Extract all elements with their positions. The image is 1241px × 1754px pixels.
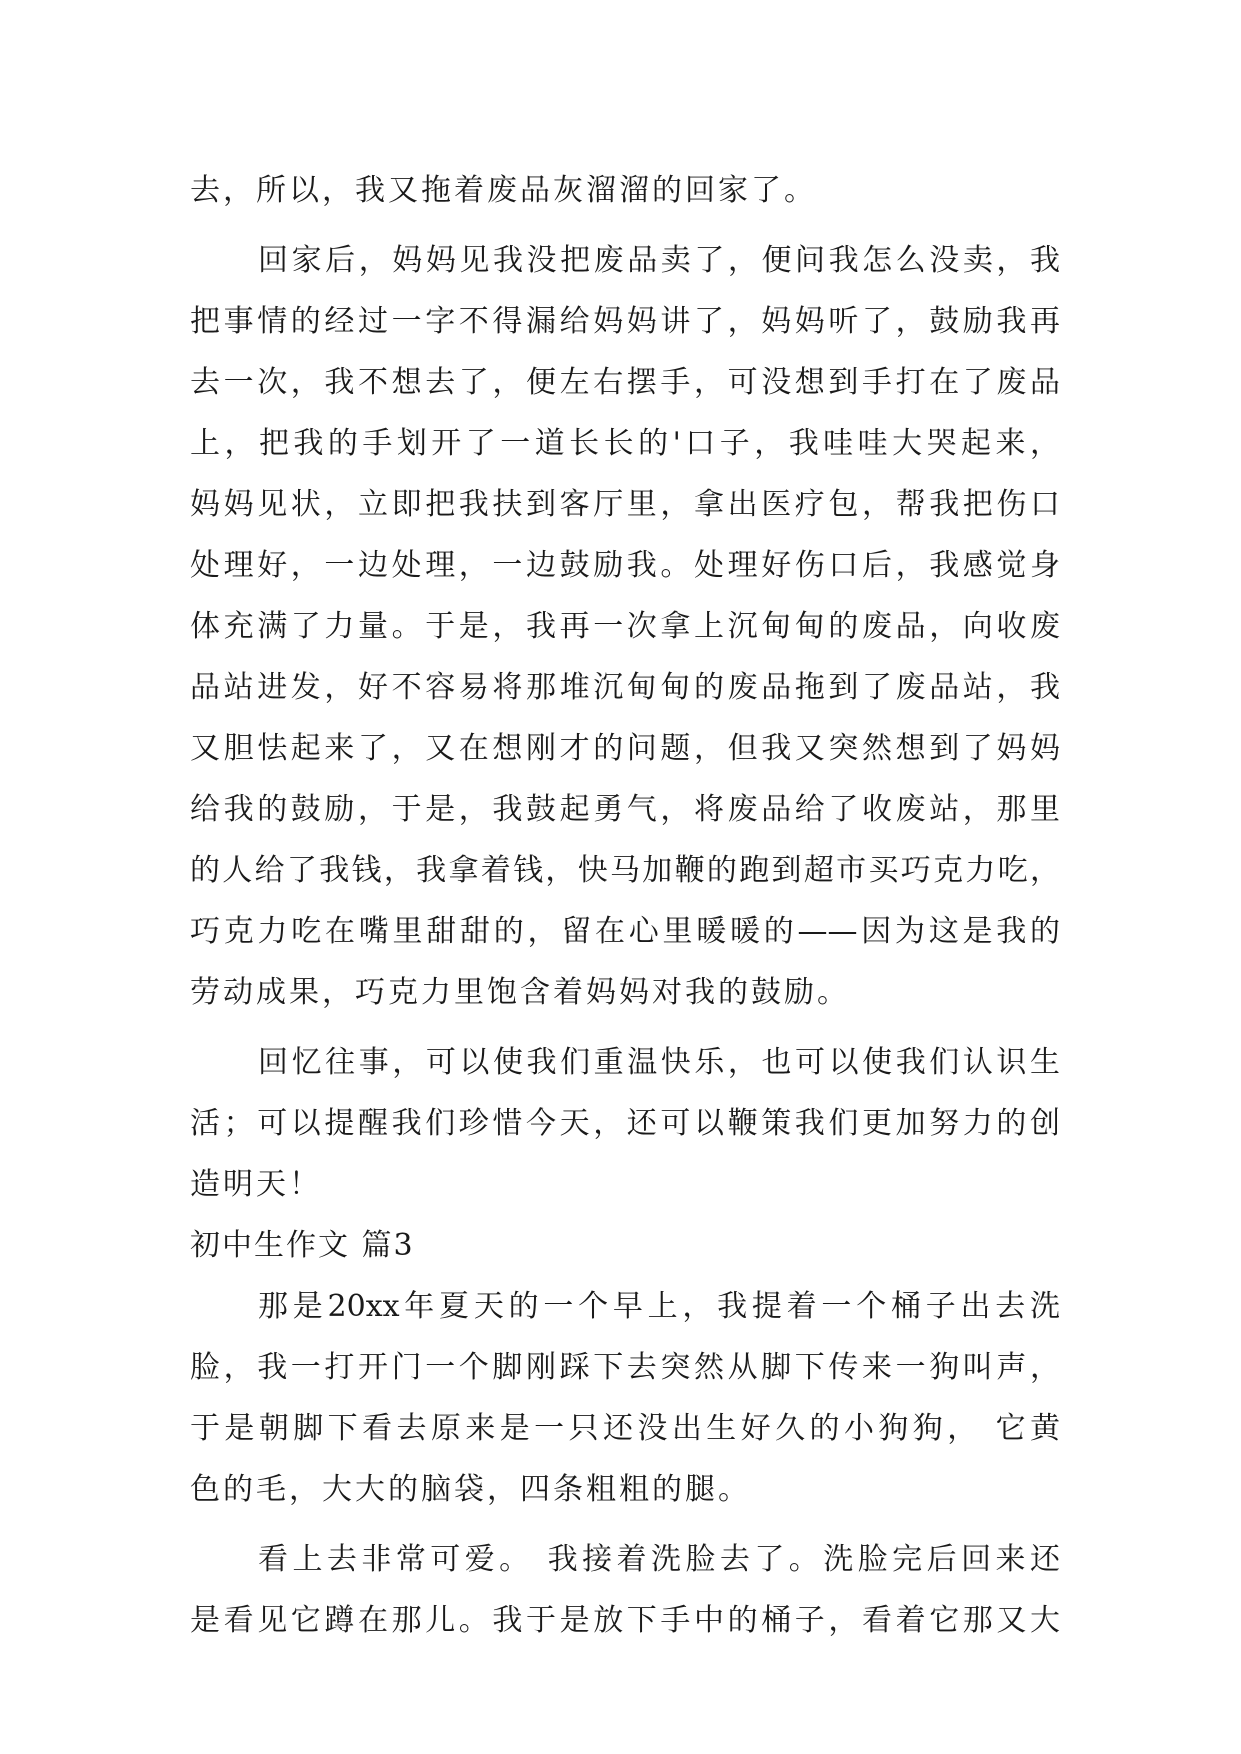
- paragraph-line: 体充满了力量。于是，我再一次拿上沉甸甸的废品，向收废: [190, 609, 1060, 644]
- paragraph-line: 给我的鼓励，于是，我鼓起勇气，将废品给了收废站，那里: [190, 792, 1060, 827]
- paragraph: [190, 230, 1060, 1023]
- paragraph-line: 巧克力吃在嘴里甜甜的，留在心里暖暖的——因为这是我的: [190, 914, 1060, 949]
- paragraph-line: 那是20xx年夏天的一个早上，我提着一个桶子出去洗: [258, 1289, 1060, 1324]
- paragraph-line: 脸，我一打开门一个脚刚踩下去突然从脚下传来一狗叫声，: [190, 1350, 1060, 1385]
- paragraph: [190, 1032, 1060, 1215]
- paragraph-line: 回忆往事，可以使我们重温快乐，也可以使我们认识生: [258, 1045, 1060, 1080]
- paragraph-line: 的人给了我钱，我拿着钱，快马加鞭的跑到超市买巧克力吃，: [190, 853, 1060, 888]
- paragraph: [190, 1276, 1060, 1520]
- paragraph-line: 上，把我的手划开了一道长长的'口子，我哇哇大哭起来，: [190, 426, 1060, 461]
- section-heading: 初中生作文 篇3: [190, 1228, 415, 1263]
- paragraph-line: 是看见它蹲在那儿。我于是放下手中的桶子，看着它那又大: [190, 1603, 1060, 1638]
- paragraph-line: 品站进发，好不容易将那堆沉甸甸的废品拖到了废品站，我: [190, 670, 1060, 705]
- paragraph-line: 又胆怯起来了，又在想刚才的问题，但我又突然想到了妈妈: [190, 731, 1060, 766]
- paragraph-line: 去，所以，我又拖着废品灰溜溜的回家了。: [190, 173, 817, 208]
- paragraph-line: 看上去非常可爱。 我接着洗脸去了。洗脸完后回来还: [258, 1542, 1060, 1577]
- paragraph: [190, 1529, 1060, 1651]
- document-body: [190, 160, 1060, 1651]
- paragraph-line: 色的毛，大大的脑袋，四条粗粗的腿。: [190, 1472, 751, 1507]
- paragraph-line: 处理好，一边处理，一边鼓励我。处理好伤口后，我感觉身: [190, 548, 1060, 583]
- paragraph-line: 于是朝脚下看去原来是一只还没出生好久的小狗狗， 它黄: [190, 1411, 1060, 1446]
- paragraph: [190, 160, 1060, 221]
- paragraph-line: 妈妈见状，立即把我扶到客厅里，拿出医疗包，帮我把伤口: [190, 487, 1060, 522]
- paragraph-line: 造明天！: [190, 1167, 322, 1202]
- paragraph-line: 劳动成果，巧克力里饱含着妈妈对我的鼓励。: [190, 975, 850, 1010]
- paragraph-line: 把事情的经过一字不得漏给妈妈讲了，妈妈听了，鼓励我再: [190, 304, 1060, 339]
- paragraph-line: 活；可以提醒我们珍惜今天，还可以鞭策我们更加努力的创: [190, 1106, 1060, 1141]
- paragraph-line: 去一次，我不想去了，便左右摆手，可没想到手打在了废品: [190, 365, 1060, 400]
- paragraph-line: 回家后，妈妈见我没把废品卖了，便问我怎么没卖，我: [258, 243, 1060, 278]
